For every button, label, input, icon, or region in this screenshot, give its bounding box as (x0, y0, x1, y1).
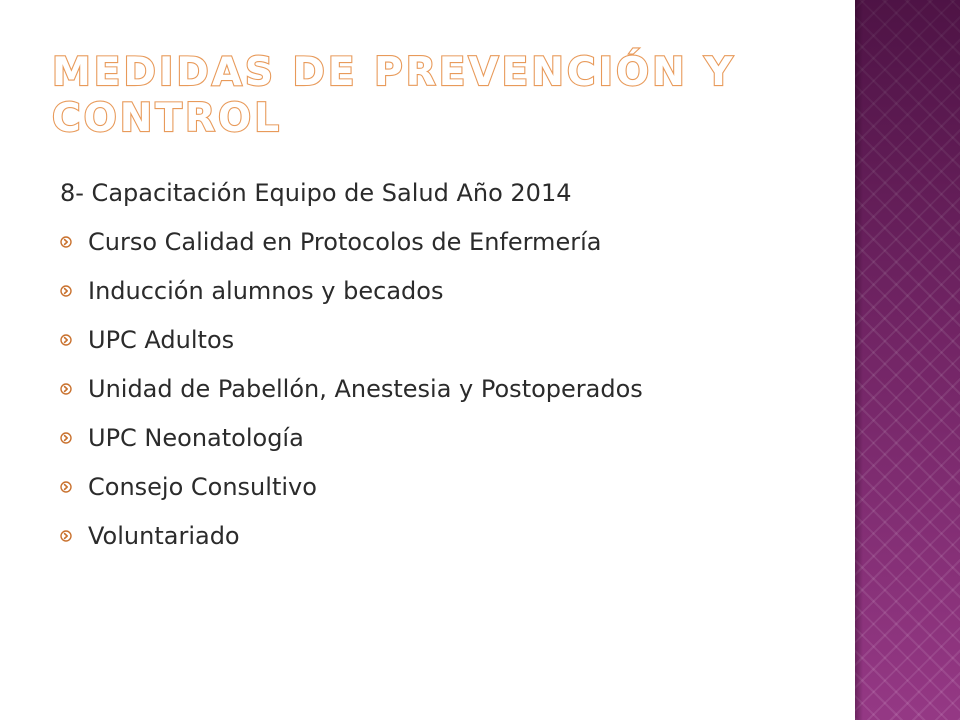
circled-arrow-bullet-icon (60, 334, 72, 346)
list-item-label: UPC Neonatología (88, 424, 304, 452)
circled-arrow-bullet-icon (60, 432, 72, 444)
circled-arrow-bullet-icon (60, 530, 72, 542)
list-item (60, 325, 840, 355)
circled-arrow-bullet-icon (60, 383, 72, 395)
list-item (60, 423, 840, 453)
list-item-label: Curso Calidad en Protocolos de Enfermería (88, 228, 602, 256)
list-item-label: Consejo Consultivo (88, 473, 317, 501)
intro-line: 8- Capacitación Equipo de Salud Año 2014 (60, 179, 572, 207)
list-item (60, 227, 840, 257)
list-item (60, 521, 840, 551)
list-item (60, 276, 840, 306)
circled-arrow-bullet-icon (60, 285, 72, 297)
list-item-label: Unidad de Pabellón, Anestesia y Postoperados (88, 375, 643, 403)
list-item-label: Inducción alumnos y becados (88, 277, 444, 305)
list-item (60, 472, 840, 502)
list-item-label: UPC Adultos (88, 326, 235, 354)
slide-content (60, 178, 840, 570)
bullet-list (60, 227, 840, 551)
circled-arrow-bullet-icon (60, 236, 72, 248)
list-item (60, 374, 840, 404)
decorative-side-panel (855, 0, 960, 720)
slide-title: MEDIDAS DE PREVENCIÓN Y CONTROL (52, 50, 736, 141)
list-item-label: Voluntariado (88, 522, 240, 550)
circled-arrow-bullet-icon (60, 481, 72, 493)
